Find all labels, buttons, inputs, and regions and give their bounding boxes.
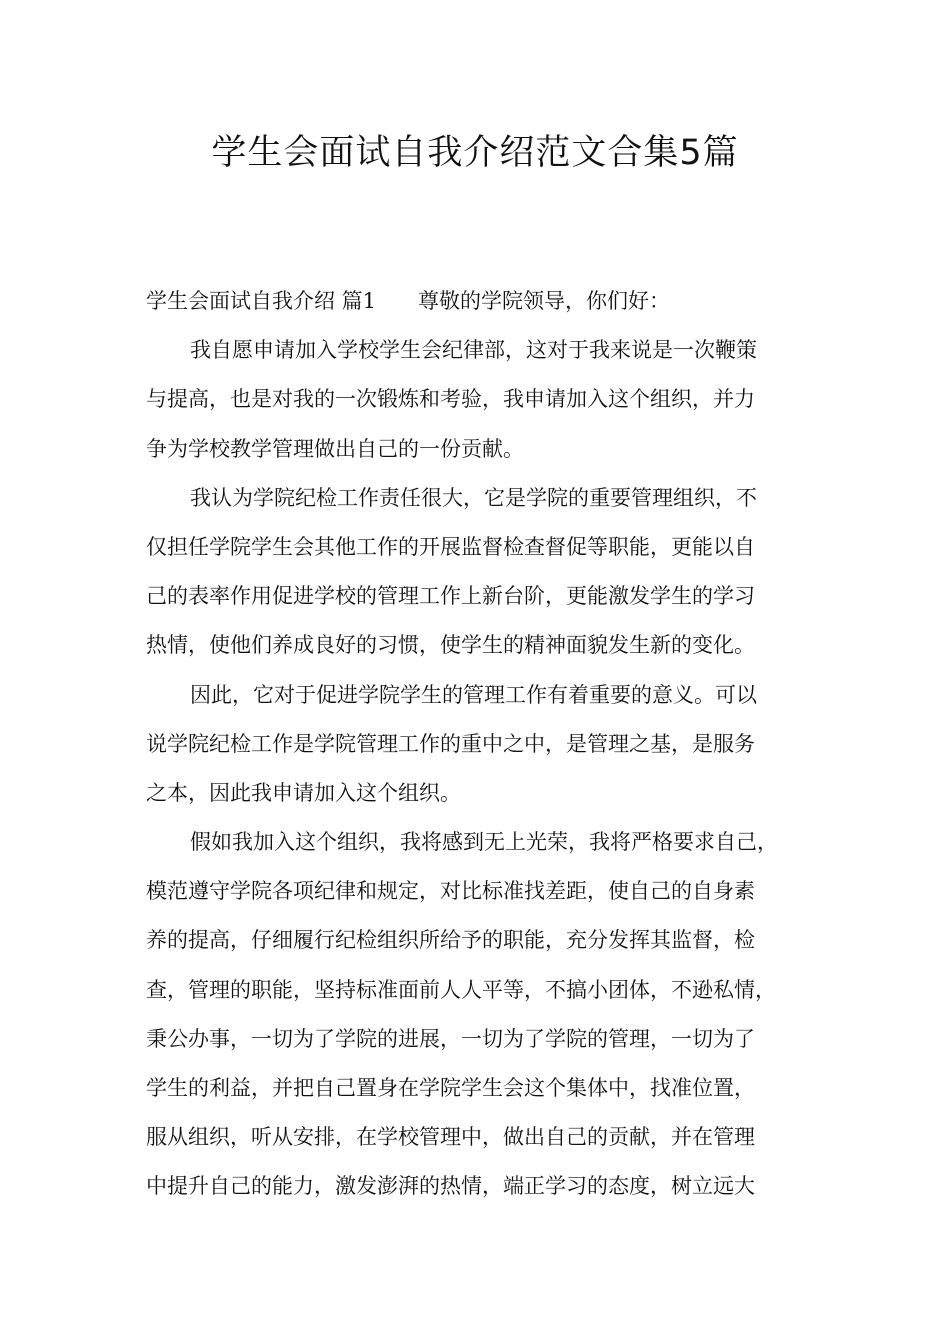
paragraph-line: 因此，它对于促进学院学生的管理工作有着重要的意义。可以 (190, 682, 757, 707)
paragraph-line: 中提升自己的能力，激发澎湃的热情，端正学习的态度，树立远大 (146, 1174, 755, 1199)
greeting: 尊敬的学院领导，你们好： (418, 289, 671, 313)
paragraph-line: 我自愿申请加入学校学生会纪律部，这对于我来说是一次鞭策 (190, 338, 757, 363)
paragraph-line: 假如我加入这个组织，我将感到无上光荣，我将严格要求自己， (190, 830, 778, 855)
paragraph-line: 养的提高，仔细履行纪检组织所给予的职能，充分发挥其监督，检 (146, 928, 755, 953)
paragraph-line: 学生的利益，并把自己置身在学院学生会这个集体中，找准位置， (146, 1076, 755, 1100)
section-heading: 学生会面试自我介绍 篇1 (146, 289, 377, 313)
paragraph-line: 我认为学院纪检工作责任很大，它是学院的重要管理组织，不 (190, 485, 757, 510)
section-heading-line (146, 277, 810, 326)
paragraph-line: 说学院纪检工作是学院管理工作的重中之中，是管理之基，是服务 (146, 731, 755, 756)
document-title: 学生会面试自我介绍范文合集5篇 (211, 133, 739, 173)
paragraph-line: 争为学校教学管理做出自己的一份贡献。 (146, 436, 524, 461)
paragraph-line: 己的表率作用促进学校的管理工作上新台阶，更能激发学生的学习 (146, 584, 755, 609)
paragraph-line: 热情，使他们养成良好的习惯，使学生的精神面貌发生新的变化。 (146, 633, 755, 658)
paragraph-line: 与提高，也是对我的一次锻炼和考验，我申请加入这个组织，并力 (146, 387, 755, 412)
paragraph-line: 仅担任学院学生会其他工作的开展监督检查督促等职能，更能以自 (146, 534, 755, 559)
document-body (146, 277, 810, 1212)
paragraph-line: 之本，因此我申请加入这个组织。 (146, 780, 461, 805)
paragraph-line: 查，管理的职能，坚持标准面前人人平等，不搞小团体，不逊私情， (146, 977, 776, 1002)
paragraph-line: 秉公办事，一切为了学院的进展，一切为了学院的管理，一切为了 (146, 1026, 755, 1051)
paragraph-line: 模范遵守学院各项纪律和规定，对比标准找差距，使自己的自身素 (146, 879, 755, 904)
paragraph-line: 服从组织，听从安排，在学校管理中，做出自己的贡献，并在管理 (146, 1125, 755, 1150)
